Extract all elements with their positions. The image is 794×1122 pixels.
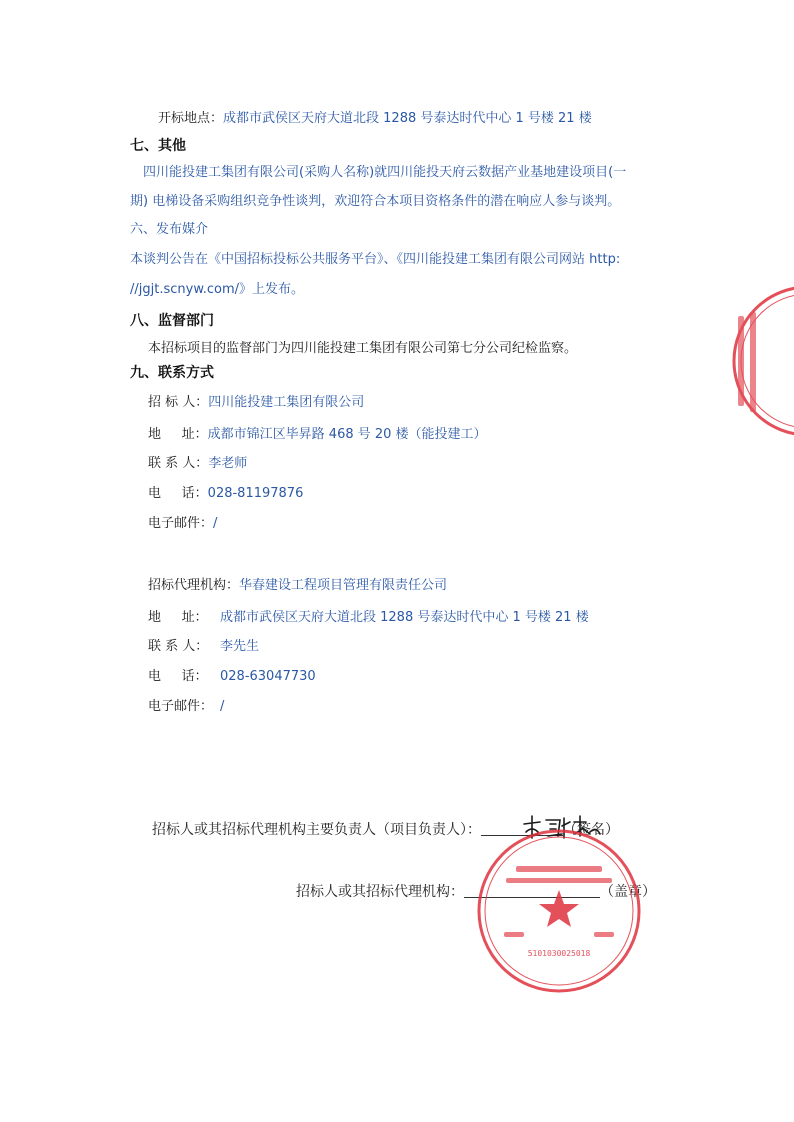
bid-opening-value: 成都市武侯区天府大道北段 1288 号泰达时代中心 1 号楼 21 楼	[223, 111, 592, 126]
agency-email: /	[220, 699, 225, 714]
bid-opening-label: 开标地点：	[158, 111, 224, 126]
tenderer-name-label: 招 标 人：	[148, 395, 209, 410]
tenderer-phone-row	[148, 485, 303, 503]
tenderer-address-row	[148, 426, 487, 444]
side-seal-icon	[726, 286, 794, 436]
seal-star-icon	[539, 890, 579, 927]
agency-address-row	[148, 609, 589, 627]
agency-email-row	[148, 698, 224, 716]
section-7-title: 七、其他	[130, 138, 186, 154]
section-7-line-2: 期) 电梯设备采购组织竞争性谈判，欢迎符合本项目资格条件的潜在响应人参与谈判。	[130, 194, 621, 209]
agency-name: 华春建设工程项目管理有限责任公司	[239, 578, 448, 593]
tenderer-contact-label: 联 系 人：	[148, 456, 209, 471]
tenderer-name: 四川能投建工集团有限公司	[208, 395, 365, 410]
tenderer-contact: 李老师	[208, 456, 248, 471]
section-6-line-1: 本谈判公告在《中国招标投标公共服务平台》、《四川能投建工集团有限公司网站 http:	[130, 252, 621, 267]
agency-address-label: 地 址：	[148, 610, 208, 625]
company-seal	[476, 828, 642, 994]
tenderer-name-row	[148, 394, 364, 412]
section-9-title: 九、联系方式	[130, 365, 214, 381]
section-6-title: 六、发布媒介	[130, 222, 209, 237]
agency-contact-label: 联 系 人：	[148, 639, 209, 654]
tenderer-phone: 028-81197876	[207, 486, 304, 501]
agency-phone-label: 电 话：	[148, 669, 208, 684]
agency-address: 成都市武侯区天府大道北段 1288 号泰达时代中心 1 号楼 21 楼	[220, 610, 589, 625]
bid-opening-line	[158, 110, 592, 128]
sign-suffix: （签名）	[563, 822, 619, 838]
org-label: 招标人或其招标代理机构：	[296, 884, 464, 900]
responsible-label: 招标人或其招标代理机构主要负责人（项目负责人）：	[152, 822, 481, 838]
agency-contact-row	[148, 638, 259, 656]
agency-email-label: 电子邮件：	[148, 699, 214, 714]
tenderer-phone-label: 电 话：	[148, 486, 208, 501]
tenderer-address-label: 地 址：	[148, 427, 208, 442]
section-8-title: 八、监督部门	[130, 313, 214, 329]
tenderer-email-row	[148, 515, 217, 533]
agency-contact: 李先生	[220, 639, 260, 654]
agency-phone: 028-63047730	[220, 669, 316, 684]
seal-number: 5101030025018	[527, 949, 591, 958]
tenderer-address: 成都市锦江区毕昇路 468 号 20 楼（能投建工）	[207, 427, 487, 442]
section-6-line-2: //jgjt.scnyw.com/》上发布。	[130, 282, 305, 297]
section-7-line-1: 四川能投建工集团有限公司(采购人名称)就四川能投天府云数据产业基地建设项目(一	[143, 165, 627, 180]
seal-suffix: （盖章）	[600, 884, 656, 900]
agency-name-label: 招标代理机构：	[148, 578, 240, 593]
agency-name-row	[148, 577, 447, 595]
tenderer-email-label: 电子邮件：	[148, 516, 214, 531]
agency-phone-row	[148, 668, 316, 686]
section-8-line-1: 本招标项目的监督部门为四川能投建工集团有限公司第七分公司纪检监察。	[148, 341, 578, 356]
tenderer-contact-row	[148, 455, 247, 473]
tenderer-email: /	[213, 516, 218, 531]
